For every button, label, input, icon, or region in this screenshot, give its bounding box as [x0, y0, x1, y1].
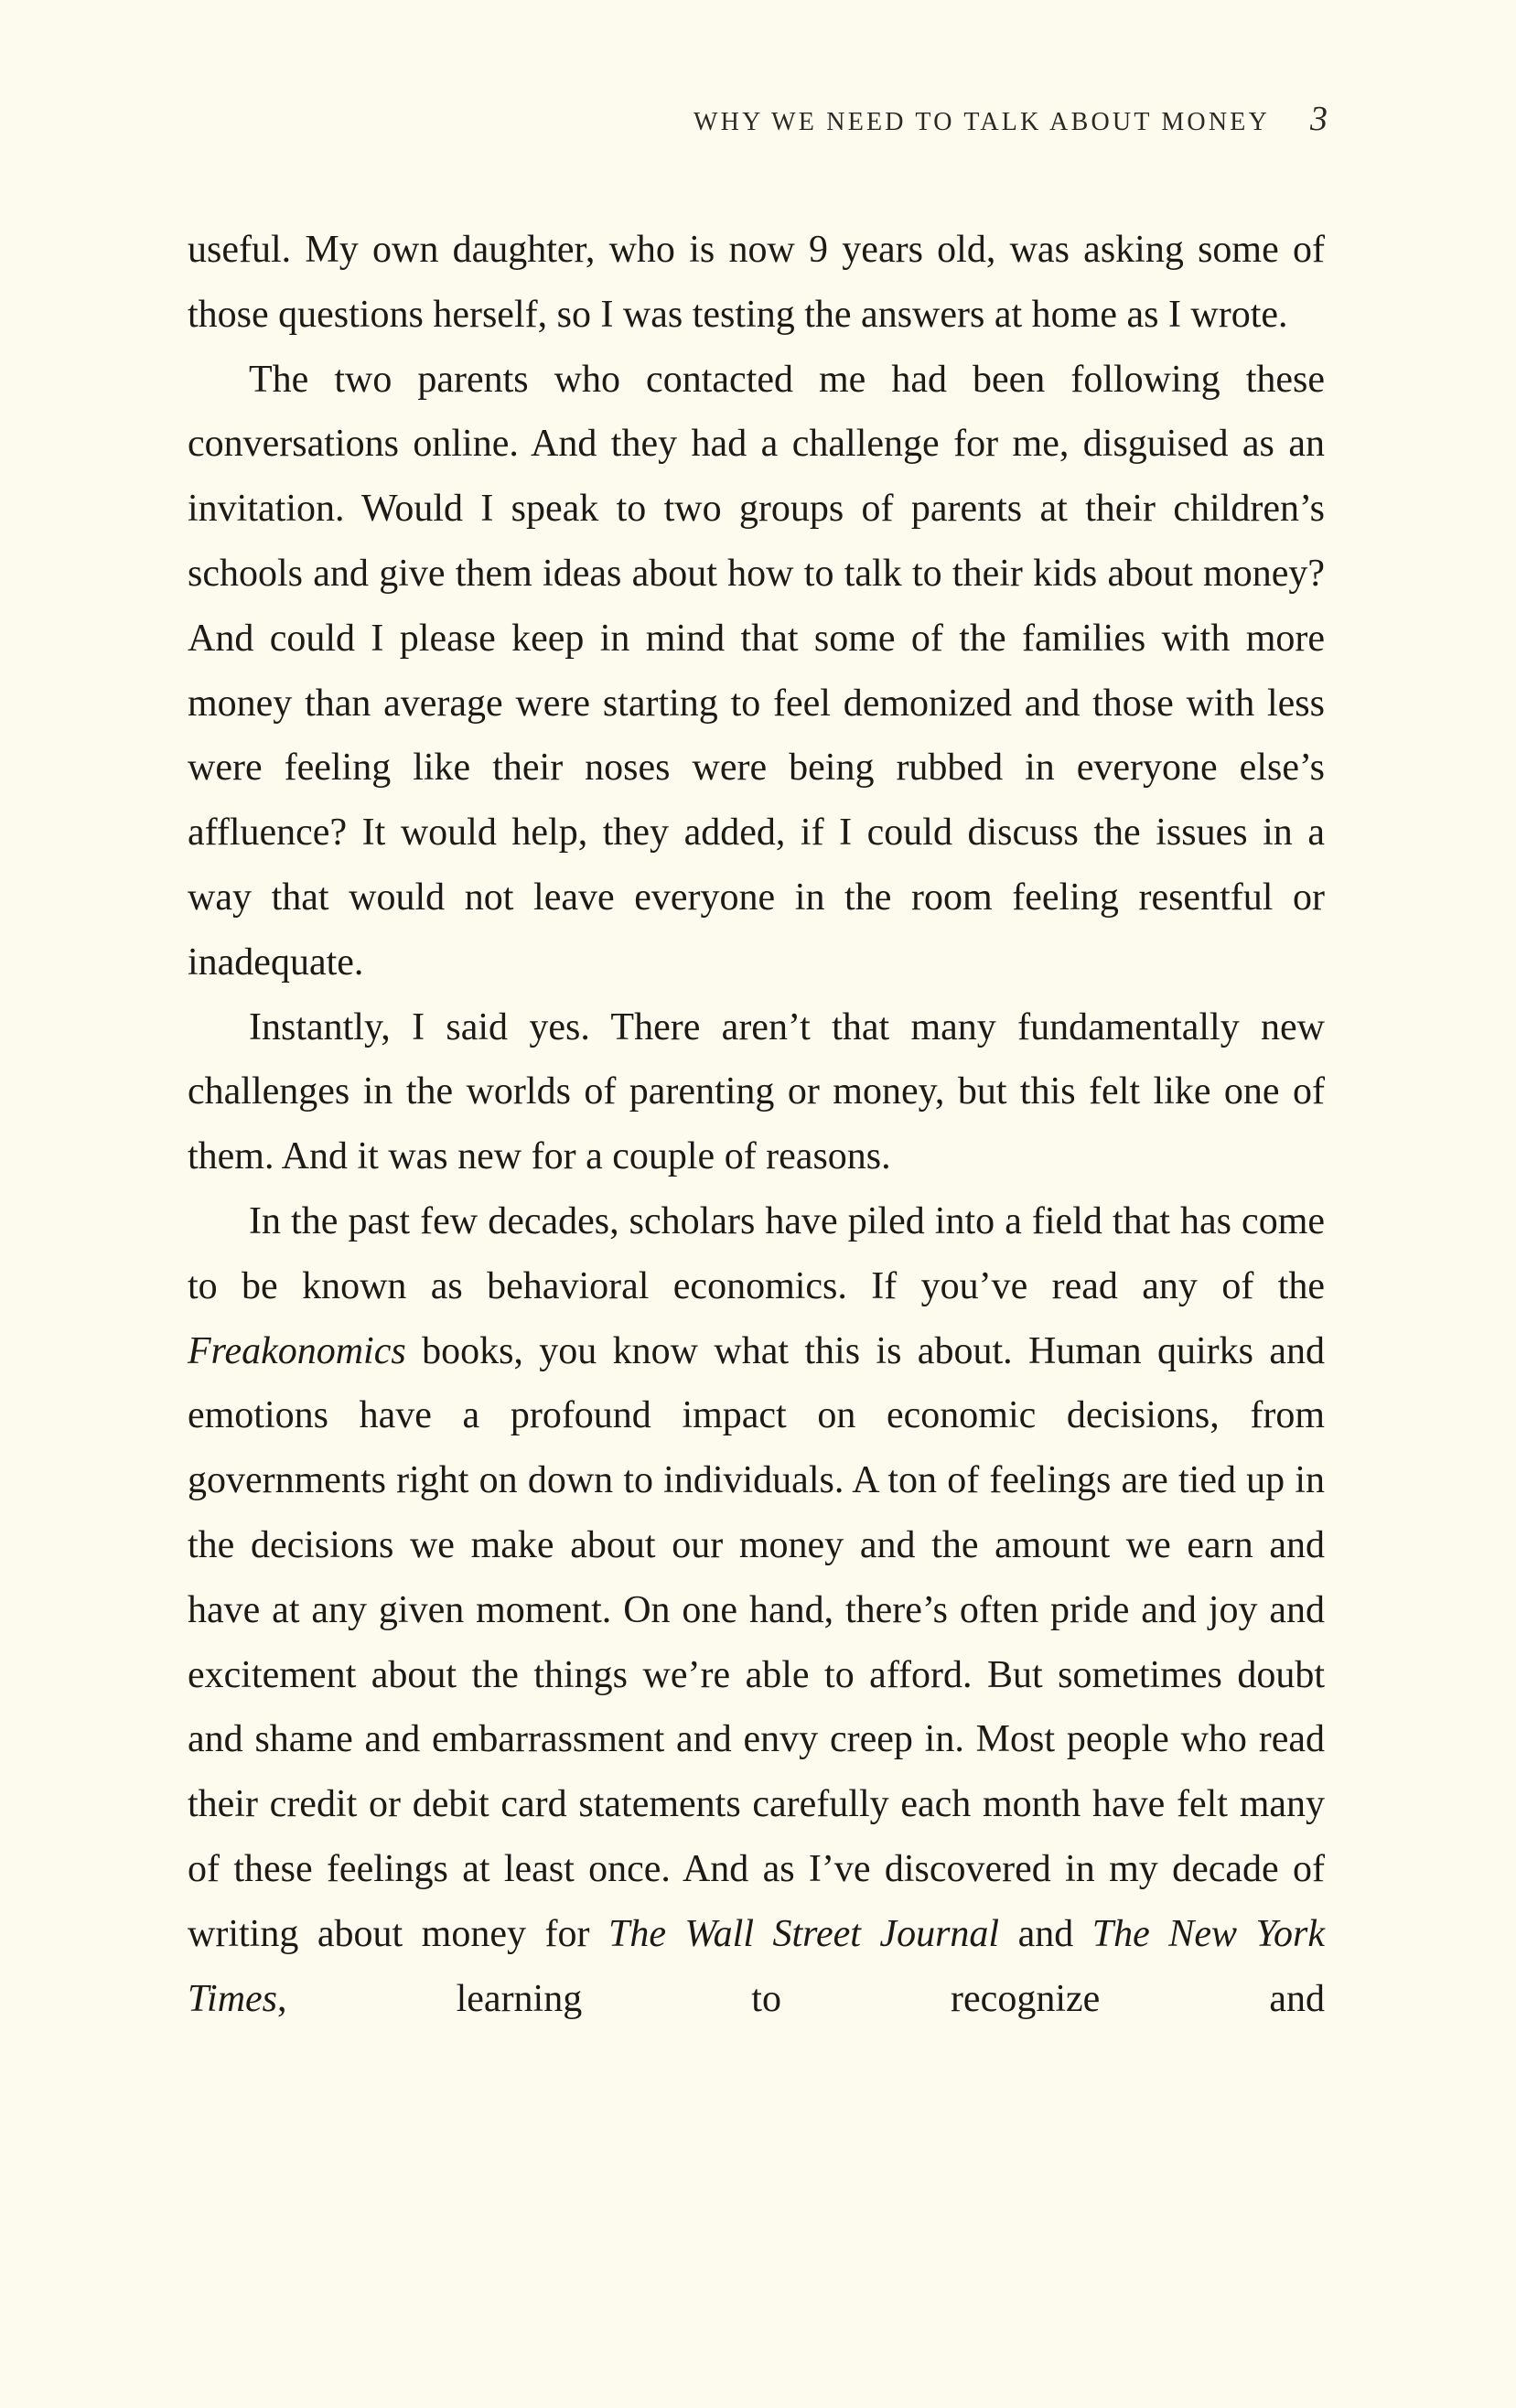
- book-title-freakonomics: Freakonomics: [188, 1329, 406, 1372]
- running-head: [693, 99, 1328, 139]
- publication-title-wsj: The Wall Street Journal: [608, 1912, 1000, 1955]
- paragraph-said-yes: Instantly, I said yes. There aren’t that many fundamentally new challenges in the worlds of parenting or money, but this felt like one of them. And it was new for a couple of reasons.: [188, 1005, 1325, 1178]
- text-run: and: [999, 1912, 1092, 1955]
- body-text: [188, 218, 1325, 2031]
- text-run: In the past few decades, scholars have piled into a field that has come to be known as behavioral economics. If you’ve read any of the: [188, 1199, 1325, 1307]
- page-number: 3: [1310, 100, 1328, 138]
- paragraph-behavioral-economics: [188, 1189, 1325, 2031]
- paragraph-parents-invitation: The two parents who contacted me had been following these conversations online. And they had a challenge for me, disguised as an invitation. Would I speak to two groups of parents at their children’s schools and give them ideas about how to talk to their kids about money? And could I please keep in mind that some of the families with more money than average were starting to feel demonized and those with less were feeling like their noses were being rubbed in everyone else’s affluence? It would help, they added, if I could discuss the issues in a way that would not leave everyone in the room feeling resentful or inadequate.: [188, 358, 1325, 984]
- paragraph-continued: useful. My own daughter, who is now 9 years old, was asking some of those questions herself, so I was testing the answers at home as I wrote.: [188, 229, 1325, 336]
- publication-title-nyt: The New York Times: [188, 1912, 1325, 2020]
- text-run: books, you know what this is about. Human quirks and emotions have a profound impact on economic decisions, from governments right on down to individuals. A ton of feelings are tied up in the decisions we make about our money and the amount we earn and have at any given moment. On one hand, there’s often pride and joy and excitement about the things we’re able to afford. But sometimes doubt and shame and embarrassment and envy creep in. Most people who read their credit or debit card statements carefully each month have felt many of these feelings at least once. And as I’ve discovered in my decade of writing about money for: [188, 1329, 1325, 1955]
- text-run: , learning to recognize and: [277, 1977, 1325, 2020]
- running-title: WHY WE NEED TO TALK ABOUT MONEY: [693, 108, 1270, 136]
